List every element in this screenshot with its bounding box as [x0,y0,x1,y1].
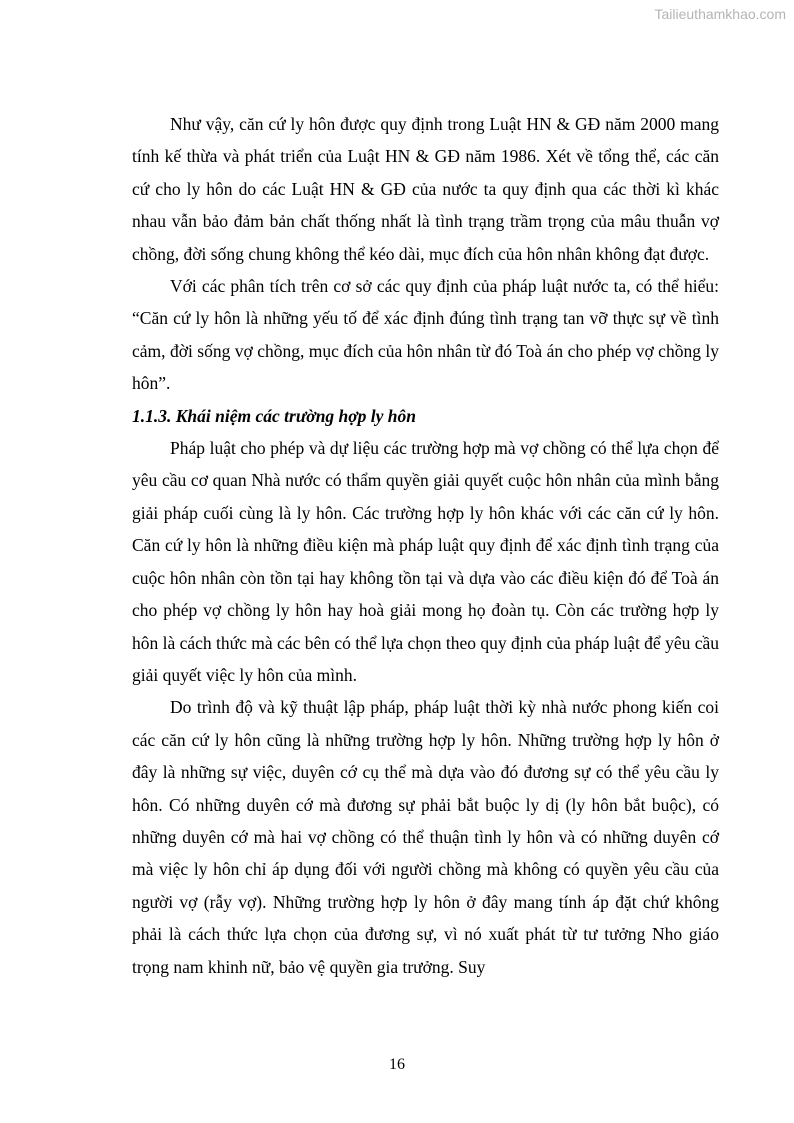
paragraph: Với các phân tích trên cơ sở các quy định của pháp luật nước ta, có thể hiểu: “Căn cứ ly hôn là những yếu tố để xác định đúng tình trạng tan vỡ thực sự về tình cảm, đời sống vợ chồng, mục đích của hôn nhân từ đó Toà án cho phép vợ chồng ly hôn”. [132,276,719,394]
paragraph: Do trình độ và kỹ thuật lập pháp, pháp luật thời kỳ nhà nước phong kiến coi các căn cứ ly hôn cũng là những trường hợp ly hôn. Những trường hợp ly hôn ở đây là những sự việc, duyên cớ cụ thể mà dựa vào đó đương sự có thể yêu cầu ly hôn. Có những duyên cớ mà đương sự phải bắt buộc ly dị (ly hôn bắt buộc), có những duyên cớ mà hai vợ chồng có thể thuận tình ly hôn và có những duyên cớ mà việc ly hôn chỉ áp dụng đối với người chồng mà không có quyền yêu cầu của người vợ (rẫy vợ). Những trường hợp ly hôn ở đây mang tính áp đặt chứ không phải là cách thức lựa chọn của đương sự, vì nó xuất phát từ tư tưởng Nho giáo trọng nam khinh nữ, bảo vệ quyền gia trưởng. Suy [132,697,719,977]
document-body [132,108,719,983]
paragraph: Pháp luật cho phép và dự liệu các trường hợp mà vợ chồng có thể lựa chọn để yêu cầu cơ quan Nhà nước có thẩm quyền giải quyết cuộc hôn nhân của mình bằng giải pháp cuối cùng là ly hôn. Các trường hợp ly hôn khác với các căn cứ ly hôn. Căn cứ ly hôn là những điều kiện mà pháp luật quy định để xác định tình trạng của cuộc hôn nhân còn tồn tại hay không tồn tại và dựa vào các điều kiện đó để Toà án cho phép vợ chồng ly hôn hay hoà giải mong họ đoàn tụ. Còn các trường hợp ly hôn là cách thức mà các bên có thể lựa chọn theo quy định của pháp luật để yêu cầu giải quyết việc ly hôn của mình. [132,438,720,685]
paragraph: Như vậy, căn cứ ly hôn được quy định trong Luật HN & GĐ năm 2000 mang tính kế thừa và phát triển của Luật HN & GĐ năm 1986. Xét về tổng thể, các căn cứ cho ly hôn do các Luật HN & GĐ của nước ta quy định qua các thời kì khác nhau vẫn bảo đảm bản chất thống nhất là tình trạng trầm trọng của mâu thuẫn vợ chồng, đời sống chung không thể kéo dài, mục đích của hôn nhân không đạt được. [132,114,719,264]
page-number: 16 [389,1056,405,1073]
watermark: Tailieuthamkhao.com [654,6,786,22]
section-heading: 1.1.3. Khái niệm các trường hợp ly hôn [132,405,417,426]
